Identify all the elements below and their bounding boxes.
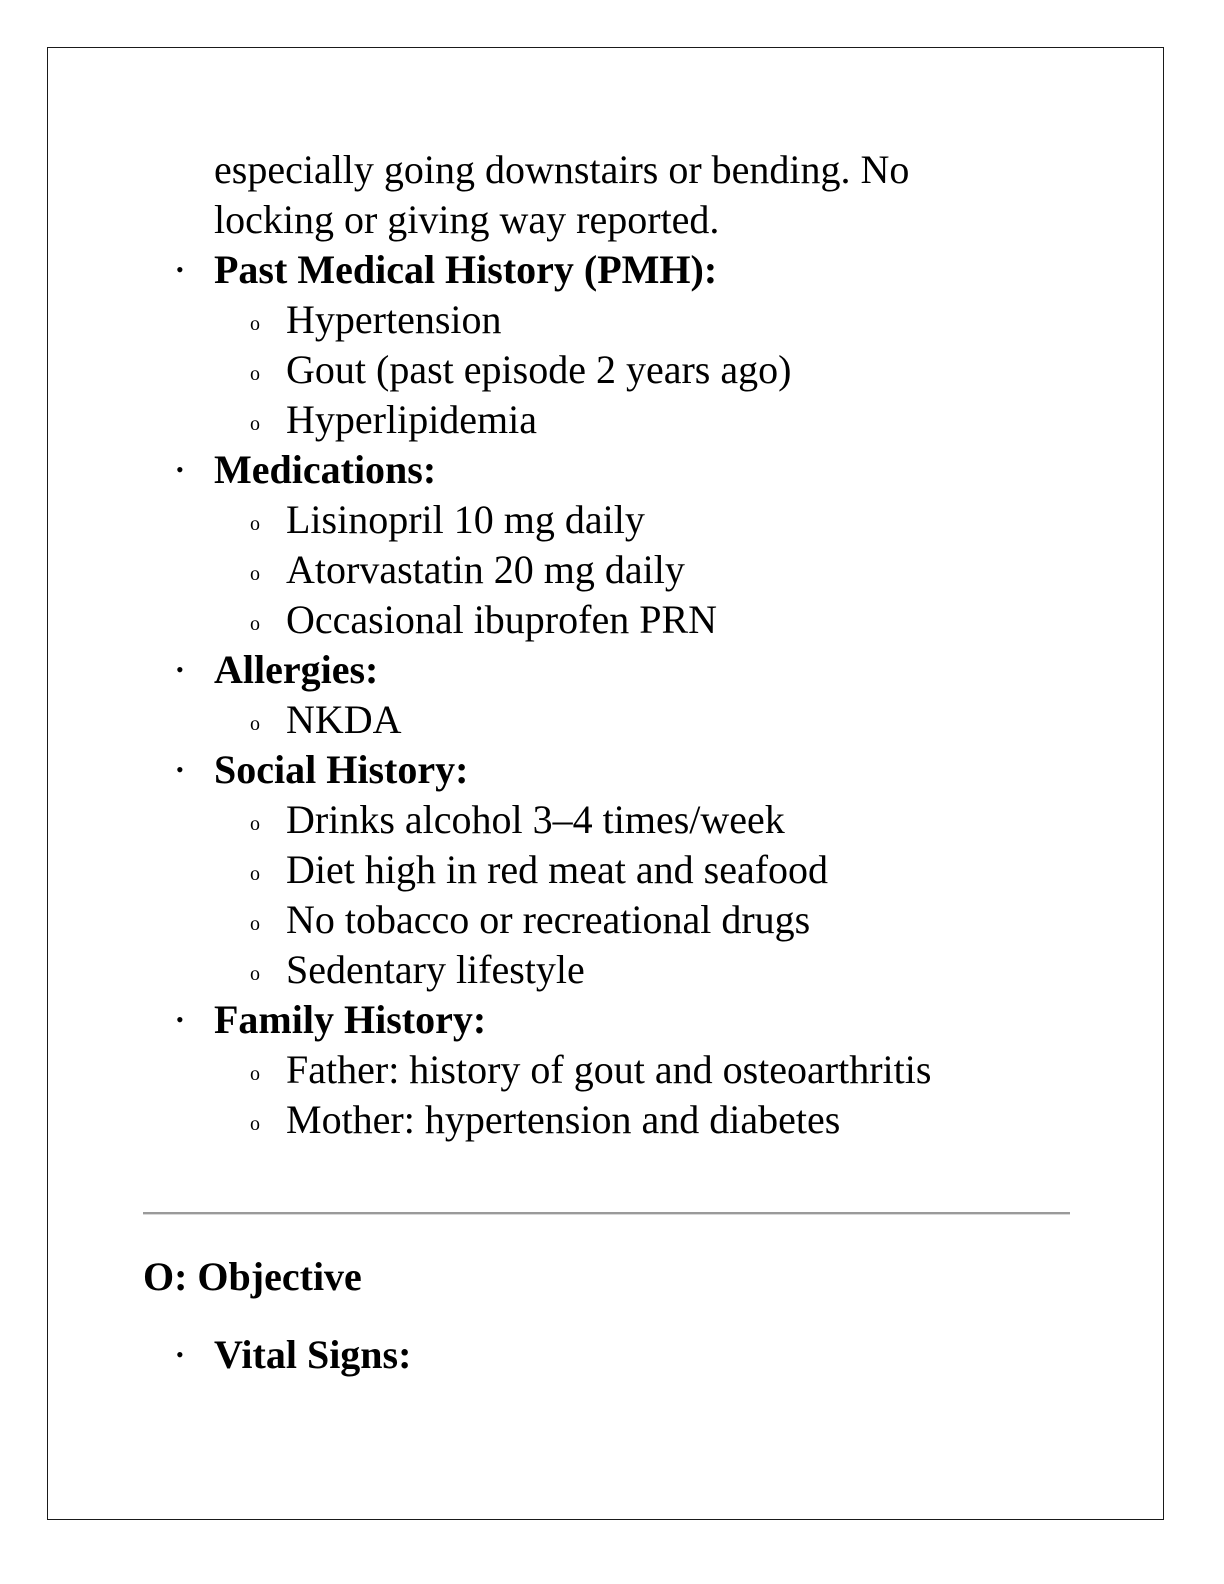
section-heading: Vital Signs:	[214, 1332, 412, 1377]
list-item: Father: history of gout and osteoarthritis	[286, 1047, 932, 1092]
section-heading: Family History:	[214, 997, 487, 1042]
sub-bullet-icon: o	[250, 863, 260, 885]
list-item: Drinks alcohol 3–4 times/week	[286, 797, 785, 842]
list-item: NKDA	[286, 697, 402, 742]
intro-continuation-line-2: locking or giving way reported.	[214, 197, 720, 242]
objective-heading: O: Objective	[143, 1254, 362, 1299]
list-item: Sedentary lifestyle	[286, 947, 585, 992]
bullet-icon: •	[176, 457, 184, 482]
bullet-icon: •	[176, 1007, 184, 1032]
list-item: No tobacco or recreational drugs	[286, 897, 811, 942]
section-heading: Past Medical History (PMH):	[214, 247, 718, 292]
list-item: Diet high in red meat and seafood	[286, 847, 829, 892]
sub-bullet-icon: o	[250, 813, 260, 835]
sub-bullet-icon: o	[250, 963, 260, 985]
horizontal-rule	[143, 1212, 1070, 1215]
list-item: Mother: hypertension and diabetes	[286, 1097, 841, 1142]
section-heading: Medications:	[214, 447, 437, 492]
sub-bullet-icon: o	[250, 613, 260, 635]
list-item: Hyperlipidemia	[286, 397, 538, 442]
sub-bullet-icon: o	[250, 413, 260, 435]
list-item: Atorvastatin 20 mg daily	[286, 547, 685, 592]
sub-bullet-icon: o	[250, 1113, 260, 1135]
list-item: Occasional ibuprofen PRN	[286, 597, 718, 642]
sub-bullet-icon: o	[250, 363, 260, 385]
sub-bullet-icon: o	[250, 1063, 260, 1085]
bullet-icon: •	[176, 1342, 184, 1367]
bullet-icon: •	[176, 757, 184, 782]
list-item: Lisinopril 10 mg daily	[286, 497, 645, 542]
bullet-icon: •	[176, 657, 184, 682]
sub-bullet-icon: o	[250, 513, 260, 535]
list-item: Hypertension	[286, 297, 502, 342]
bullet-icon: •	[176, 257, 184, 282]
section-heading: Allergies:	[214, 647, 379, 692]
sub-bullet-icon: o	[250, 563, 260, 585]
sub-bullet-icon: o	[250, 913, 260, 935]
sub-bullet-icon: o	[250, 713, 260, 735]
list-item: Gout (past episode 2 years ago)	[286, 347, 792, 392]
sub-bullet-icon: o	[250, 313, 260, 335]
section-heading: Social History:	[214, 747, 469, 792]
intro-continuation-line-1: especially going downstairs or bending. No	[214, 147, 910, 192]
